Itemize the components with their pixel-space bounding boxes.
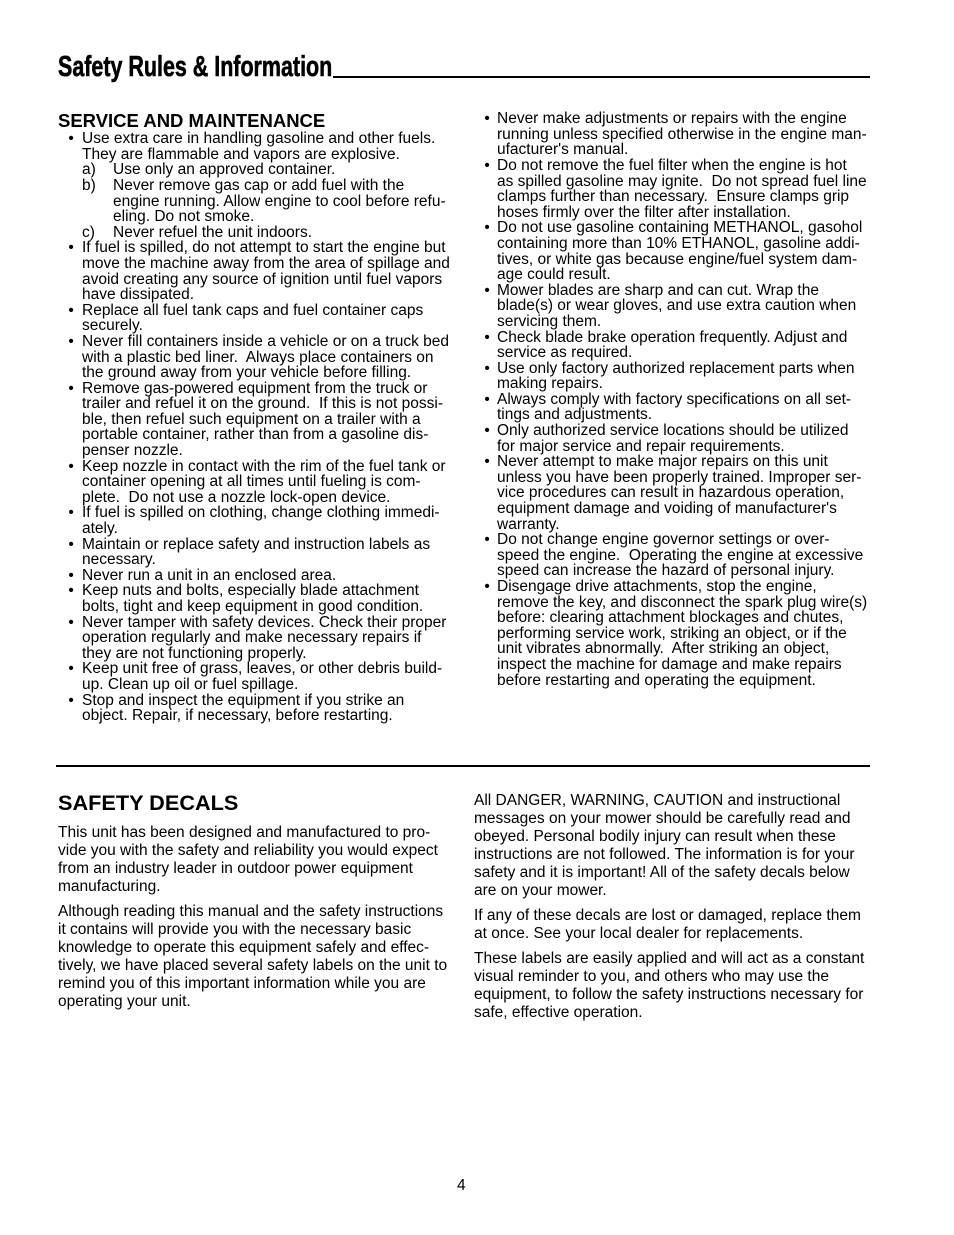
text-line: Never refuel the unit indoors.	[113, 223, 313, 241]
bullet-marker: •	[484, 531, 490, 549]
paragraph	[58, 903, 447, 1011]
text-line: unless you have been properly trained. Improper ser-	[497, 468, 862, 486]
text-line: This unit has been designed and manufactured to pro-	[58, 824, 431, 841]
text-line: they are not functioning properly.	[82, 644, 307, 662]
text-line: Always comply with factory specifications on all set-	[497, 390, 852, 408]
text-line: necessary.	[82, 551, 156, 569]
text-line: inspect the machine for damage and make repairs	[497, 655, 842, 673]
text-line: as spilled gasoline may ignite. Do not spread fuel line	[497, 172, 867, 190]
text-line: trailer and refuel it on the ground. If this is not possi-	[82, 395, 443, 413]
bullet-marker: •	[68, 130, 74, 148]
bullet-marker: •	[68, 457, 74, 475]
paragraph	[474, 792, 864, 900]
text-line: ufacturer's manual.	[497, 141, 629, 159]
list-item	[68, 566, 450, 584]
section-heading-service: SERVICE AND MAINTENANCE	[58, 110, 326, 131]
text-line: Keep nuts and bolts, especially blade attachment	[82, 582, 419, 600]
list-item	[484, 453, 867, 533]
text-line: These labels are easily applied and will act as a constant	[474, 950, 865, 967]
bullet-marker: •	[68, 239, 74, 257]
text-line: service as required.	[497, 344, 633, 362]
text-line: securely.	[82, 317, 143, 335]
text-line: messages on your mower should be carefully read and	[474, 810, 851, 827]
section-divider	[56, 765, 870, 767]
text-line: If any of these decals are lost or damaged, replace them	[474, 907, 861, 924]
text-line: plete. Do not use a nozzle lock-open device.	[82, 488, 391, 506]
bullet-marker: •	[68, 566, 74, 584]
text-line: performing service work, striking an object, or if the	[497, 624, 847, 642]
text-line: Never make adjustments or repairs with the engine	[497, 110, 847, 128]
text-line: equipment, to follow the safety instructions necessary for	[474, 986, 864, 1003]
text-line: making repairs.	[497, 375, 603, 393]
list-item	[484, 156, 867, 221]
text-line: bolts, tight and keep equipment in good condition.	[82, 598, 424, 615]
sub-list-item	[82, 176, 450, 226]
text-line: remind you of this important information while you are	[58, 975, 426, 992]
text-line: Do not change engine governor settings or over-	[497, 531, 830, 549]
bullet-marker: •	[484, 110, 490, 128]
text-line: Never tamper with safety devices. Check their proper	[82, 613, 447, 631]
sub-list-item	[82, 161, 450, 179]
text-line: Never fill containers inside a vehicle or on a truck bed	[82, 332, 450, 350]
page-title: Safety Rules & Information	[58, 51, 333, 83]
text-line: age could result.	[497, 266, 611, 284]
text-line: ately.	[82, 520, 118, 538]
text-line: operation regularly and make necessary repairs if	[82, 629, 422, 647]
text-line: it contains will provide you with the necessary basic	[58, 921, 412, 938]
list-item	[484, 359, 867, 393]
sub-item-marker: a)	[82, 161, 96, 179]
text-line: Maintain or replace safety and instruction labels as	[82, 535, 431, 553]
text-line: object. Repair, if necessary, before restarting.	[82, 707, 393, 725]
bullet-marker: •	[68, 582, 74, 600]
text-line: instructions are not followed. The information is for your	[474, 846, 855, 863]
text-line: avoid creating any source of ignition until fuel vapors	[82, 270, 443, 288]
text-line: eling. Do not smoke.	[113, 208, 255, 226]
bullet-marker: •	[68, 379, 74, 397]
text-line: operating your unit.	[58, 993, 191, 1010]
bullet-marker: •	[68, 691, 74, 709]
text-line: clamps further than necessary. Ensure clamps grip	[497, 188, 850, 206]
text-line: Never run a unit in an enclosed area.	[82, 566, 337, 584]
text-line: obeyed. Personal bodily injury can result when these	[474, 828, 836, 845]
list-item	[68, 582, 450, 615]
text-line: If fuel is spilled, do not attempt to start the engine but	[82, 239, 446, 257]
list-item	[484, 219, 867, 284]
text-line: Remove gas-powered equipment from the truck or	[82, 379, 428, 397]
text-line: tings and adjustments.	[497, 406, 653, 424]
bullet-marker: •	[484, 422, 490, 440]
bullet-marker: •	[484, 281, 490, 299]
sub-list-item	[82, 223, 450, 241]
list-item	[68, 239, 450, 304]
text-line: Replace all fuel tank caps and fuel container caps	[82, 301, 424, 319]
list-item	[68, 535, 450, 569]
bullet-marker: •	[484, 359, 490, 377]
text-line: running unless specified otherwise in the engine man-	[497, 125, 867, 143]
sub-item-marker: c)	[82, 223, 95, 241]
list-item	[68, 130, 450, 163]
list-item	[68, 457, 450, 506]
paragraph	[474, 950, 864, 1022]
list-item	[68, 301, 450, 335]
text-line: before restarting and operating the equipment.	[497, 671, 816, 689]
text-line: have dissipated.	[82, 286, 195, 304]
bullet-marker: •	[484, 578, 490, 595]
text-line: Stop and inspect the equipment if you strike an	[82, 691, 405, 709]
text-line: before: clearing attachment blockages and chutes,	[497, 609, 844, 627]
text-line: with a plastic bed liner. Always place containers on	[82, 348, 434, 366]
text-line: penser nozzle.	[82, 442, 183, 460]
bullet-marker: •	[68, 613, 74, 631]
service-left-column	[68, 130, 450, 725]
text-line: engine running. Allow engine to cool before refu-	[113, 192, 446, 210]
text-line: blade(s) or wear gloves, and use extra caution when	[497, 297, 857, 315]
text-line: Check blade brake operation frequently. Adjust and	[497, 328, 848, 346]
list-item	[68, 504, 450, 538]
text-line: Do not use gasoline containing METHANOL, gasohol	[497, 219, 863, 237]
text-line: for major service and repair requirements.	[497, 437, 785, 455]
text-line: Disengage drive attachments, stop the engine,	[497, 578, 817, 595]
list-item	[484, 110, 867, 159]
list-item	[484, 390, 867, 424]
list-item	[484, 531, 867, 580]
text-line: visual reminder to you, and others who may use the	[474, 968, 829, 985]
list-item	[68, 332, 450, 382]
text-line: remove the key, and disconnect the spark plug wire(s)	[497, 593, 868, 611]
text-line: safety and it is important! All of the safety decals below	[474, 864, 850, 881]
text-line: ble, then refuel such equipment on a trailer with a	[82, 410, 421, 428]
text-line: unit vibrates abnormally. After striking an object,	[497, 640, 830, 658]
text-line: If fuel is spilled on clothing, change clothing immedi-	[82, 504, 440, 522]
list-item	[68, 379, 450, 460]
text-line: at once. See your local dealer for replacements.	[474, 925, 804, 942]
text-line: Mower blades are sharp and can cut. Wrap the	[497, 281, 819, 299]
text-line: from an industry leader in outdoor power equipment	[58, 860, 413, 877]
title-rule	[333, 76, 870, 78]
bullet-marker: •	[484, 219, 490, 237]
bullet-marker: •	[68, 504, 74, 522]
bullet-marker: •	[68, 301, 74, 319]
list-item	[68, 613, 450, 662]
text-line: vide you with the safety and reliability you would expect	[58, 842, 438, 859]
text-line: Never remove gas cap or add fuel with the	[113, 176, 405, 194]
text-line: Use extra care in handling gasoline and other fuels.	[82, 130, 436, 148]
list-item	[484, 578, 868, 689]
text-line: Use only factory authorized replacement parts when	[497, 359, 855, 377]
text-line: containing more than 10% ETHANOL, gasoline addi-	[497, 234, 860, 252]
service-right-column	[484, 110, 868, 689]
text-line: Never attempt to make major repairs on this unit	[497, 453, 828, 471]
bullet-marker: •	[68, 535, 74, 553]
text-line: speed the engine. Operating the engine at excessive	[497, 546, 864, 564]
text-line: vice procedures can result in hazardous operation,	[497, 484, 845, 502]
text-line: Keep nozzle in contact with the rim of the fuel tank or	[82, 457, 446, 475]
bullet-marker: •	[484, 156, 490, 174]
text-line: hoses firmly over the filter after installation.	[497, 203, 791, 221]
text-line: tively, we have placed several safety labels on the unit to	[58, 957, 448, 974]
bullet-marker: •	[484, 453, 490, 471]
sub-item-marker: b)	[82, 176, 96, 194]
section-heading-decals: SAFETY DECALS	[58, 790, 239, 815]
text-line: Use only an approved container.	[113, 161, 336, 179]
text-line: Only authorized service locations should be utilized	[497, 422, 849, 440]
list-item	[68, 691, 450, 725]
text-line: equipment damage and voiding of manufacturer's	[497, 500, 837, 518]
text-line: the ground away from your vehicle before filling.	[82, 364, 412, 382]
text-line: container opening at all times until fueling is com-	[82, 473, 421, 491]
text-line: move the machine away from the area of spillage and	[82, 254, 450, 272]
text-line: portable container, rather than from a gasoline dis-	[82, 426, 429, 444]
paragraph	[58, 824, 447, 896]
text-line: tives, or white gas because engine/fuel system dam-	[497, 250, 858, 268]
decals-left-column	[58, 824, 447, 1018]
text-line: Do not remove the fuel filter when the engine is hot	[497, 156, 847, 174]
paragraph	[474, 907, 864, 943]
list-item	[484, 328, 867, 362]
text-line: safe, effective operation.	[474, 1004, 643, 1021]
text-line: All DANGER, WARNING, CAUTION and instructional	[474, 792, 841, 809]
text-line: manufacturing.	[58, 878, 161, 895]
list-item	[68, 660, 450, 693]
text-line: warranty.	[497, 515, 560, 533]
text-line: speed can increase the hazard of personal injury.	[497, 562, 835, 580]
list-item	[484, 281, 867, 330]
text-line: knowledge to operate this equipment safely and effec-	[58, 939, 430, 956]
text-line: servicing them.	[497, 312, 602, 330]
list-item	[484, 422, 867, 455]
text-line: Although reading this manual and the safety instructions	[58, 903, 444, 920]
decals-right-column	[474, 792, 864, 1029]
bullet-marker: •	[68, 660, 74, 678]
text-line: up. Clean up oil or fuel spillage.	[82, 675, 299, 693]
text-line: Keep unit free of grass, leaves, or other debris build-	[82, 660, 443, 678]
text-line: They are flammable and vapors are explosive.	[82, 145, 400, 163]
page-number: 4	[457, 1177, 466, 1194]
bullet-marker: •	[484, 390, 490, 408]
bullet-marker: •	[484, 328, 490, 346]
text-line: are on your mower.	[474, 882, 607, 899]
bullet-marker: •	[68, 332, 74, 350]
